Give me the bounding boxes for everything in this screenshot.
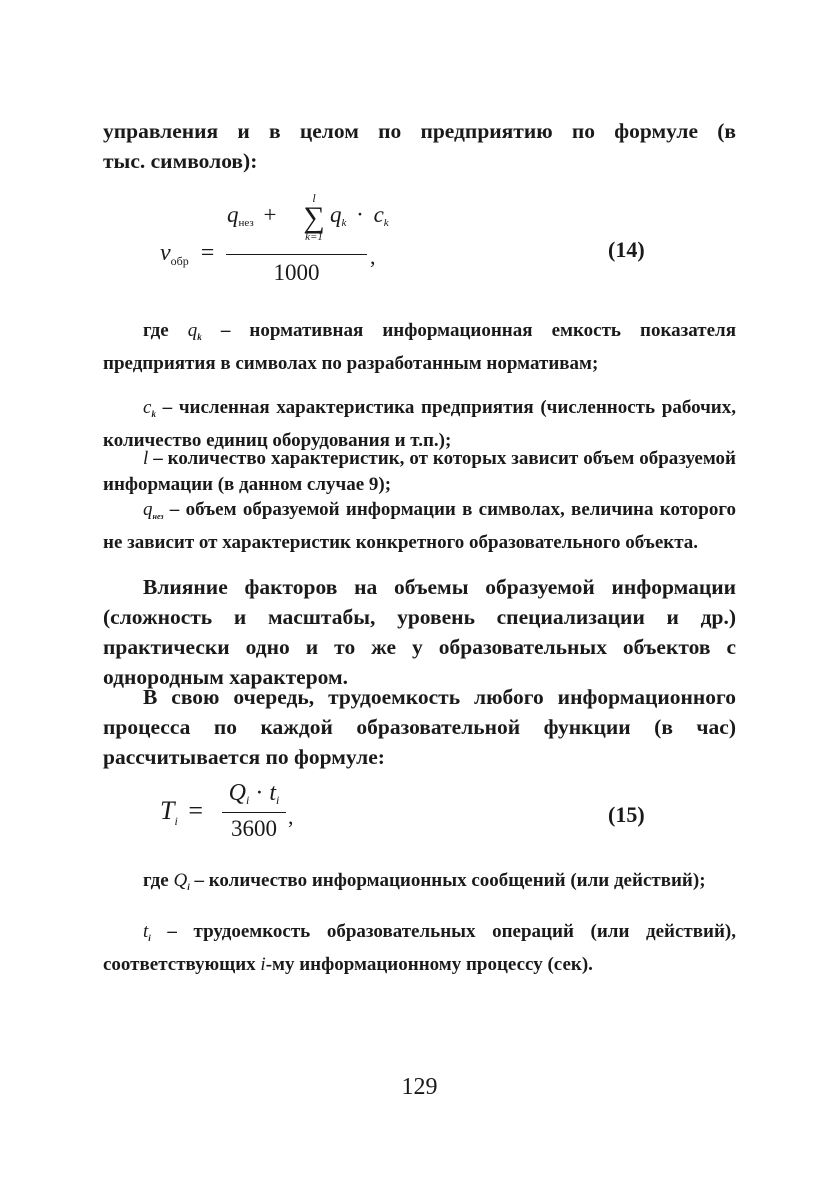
paragraph-labor: В свою очередь, трудоемкость любого информационного процесса по каждой образовательной функции (в час) рассчитывается по формуле: — [103, 685, 736, 769]
intro-line-1: управления и в целом по предприятию по формуле (в — [103, 119, 736, 143]
formula-14-q: q — [227, 202, 239, 227]
def-ck — [103, 395, 736, 453]
fraction-bar — [222, 812, 286, 813]
formula-15-lhs-sub: i — [174, 814, 178, 828]
def-symbol-sub: i — [187, 882, 190, 892]
formula-15-dot: · — [255, 780, 264, 806]
def-text-2: -му информационному процессу (сек). — [265, 953, 593, 975]
equation-number-14: (14) — [608, 237, 645, 262]
formula-14-lhs: v — [160, 240, 171, 266]
formula-15: $T_i$ = Qi · ti 3600 , — [160, 780, 294, 841]
formula-14-q-sub: нез — [238, 217, 254, 229]
def-lead: где — [143, 870, 174, 891]
def-l — [103, 446, 736, 497]
def-text: – объем образуемой информации в символах, величина которого не зависит от характеристик конкретного образовательного объекта. — [103, 499, 736, 553]
def-ti — [103, 919, 736, 977]
formula-14-term-q-sub: k — [341, 217, 347, 229]
formula-14-sum-upper: l — [312, 191, 316, 205]
formula-14-term-q: q — [330, 202, 342, 227]
equation-number-15: (15) — [608, 802, 645, 827]
def-symbol: q — [187, 320, 198, 341]
def-text: – количество характеристик, от которых зависит объем образуемой информации (в данном случае 9); — [103, 448, 736, 495]
formula-14-term-c: c — [373, 202, 384, 227]
def-symbol: Q — [173, 870, 188, 891]
def-symbol: l — [143, 448, 149, 469]
page-number: 129 — [401, 1074, 438, 1100]
def-text: – нормативная информационная емкость показателя предприятия в символах по разработанным нормативам; — [103, 320, 736, 374]
def-symbol: q — [143, 499, 153, 520]
formula-15-t-sub: i — [276, 793, 280, 807]
def-symbol: t — [143, 921, 149, 942]
def-symbol: c — [143, 397, 152, 418]
formula-14-lhs-sub: обр — [170, 254, 189, 268]
formula-14-dot: · — [356, 202, 364, 227]
formula-15-Q-sub: i — [245, 793, 250, 807]
def-qk — [103, 318, 736, 376]
intro-paragraph — [103, 116, 736, 176]
formula-14-sum-lower: k=1 — [305, 231, 323, 243]
def-symbol-2: i — [260, 953, 266, 975]
fraction-bar — [226, 254, 367, 255]
paragraph-factors: Влияние факторов на объемы образуемой информации (сложность и масштабы, уровень специализации и др.) практически одно и то же у образовательных объектов с однородным характером. — [103, 575, 736, 689]
def-symbol-sub: i — [148, 933, 151, 943]
def-Qi — [103, 868, 736, 901]
def-text: – численная характеристика предприятия (численность рабочих, количество единиц оборудования и т.п.); — [103, 397, 736, 451]
formula-15-lhs: T — [160, 796, 175, 825]
formula-15-tail: , — [288, 804, 294, 829]
formula-14-tail: , — [370, 244, 376, 269]
formula-14-plus: + — [263, 202, 277, 227]
def-lead: где — [143, 320, 188, 341]
formula-14-denominator: 1000 — [273, 260, 320, 285]
def-symbol-sub: k — [197, 332, 202, 342]
def-symbol-sub: k — [151, 409, 156, 419]
def-symbol-sub: нез — [152, 512, 164, 521]
def-text: – количество информационных сообщений (или действий); — [189, 870, 706, 891]
formula-15-Q: Q — [228, 780, 246, 806]
def-text: – трудоемкость образовательных операций (или действий), соответствующих — [103, 921, 736, 975]
formula-15-t: t — [269, 780, 276, 806]
def-qnez — [103, 497, 736, 555]
formula-15-denominator: 3600 — [231, 816, 277, 841]
sigma-icon: l ∑ k=1 — [301, 192, 327, 243]
formula-14-term-c-sub: k — [383, 217, 389, 229]
formula-14: $v_{обр}$ = qнез + l ∑ k=1 qk · ck 1000 , — [160, 191, 389, 285]
intro-line-2: тыс. символов): — [103, 149, 258, 173]
